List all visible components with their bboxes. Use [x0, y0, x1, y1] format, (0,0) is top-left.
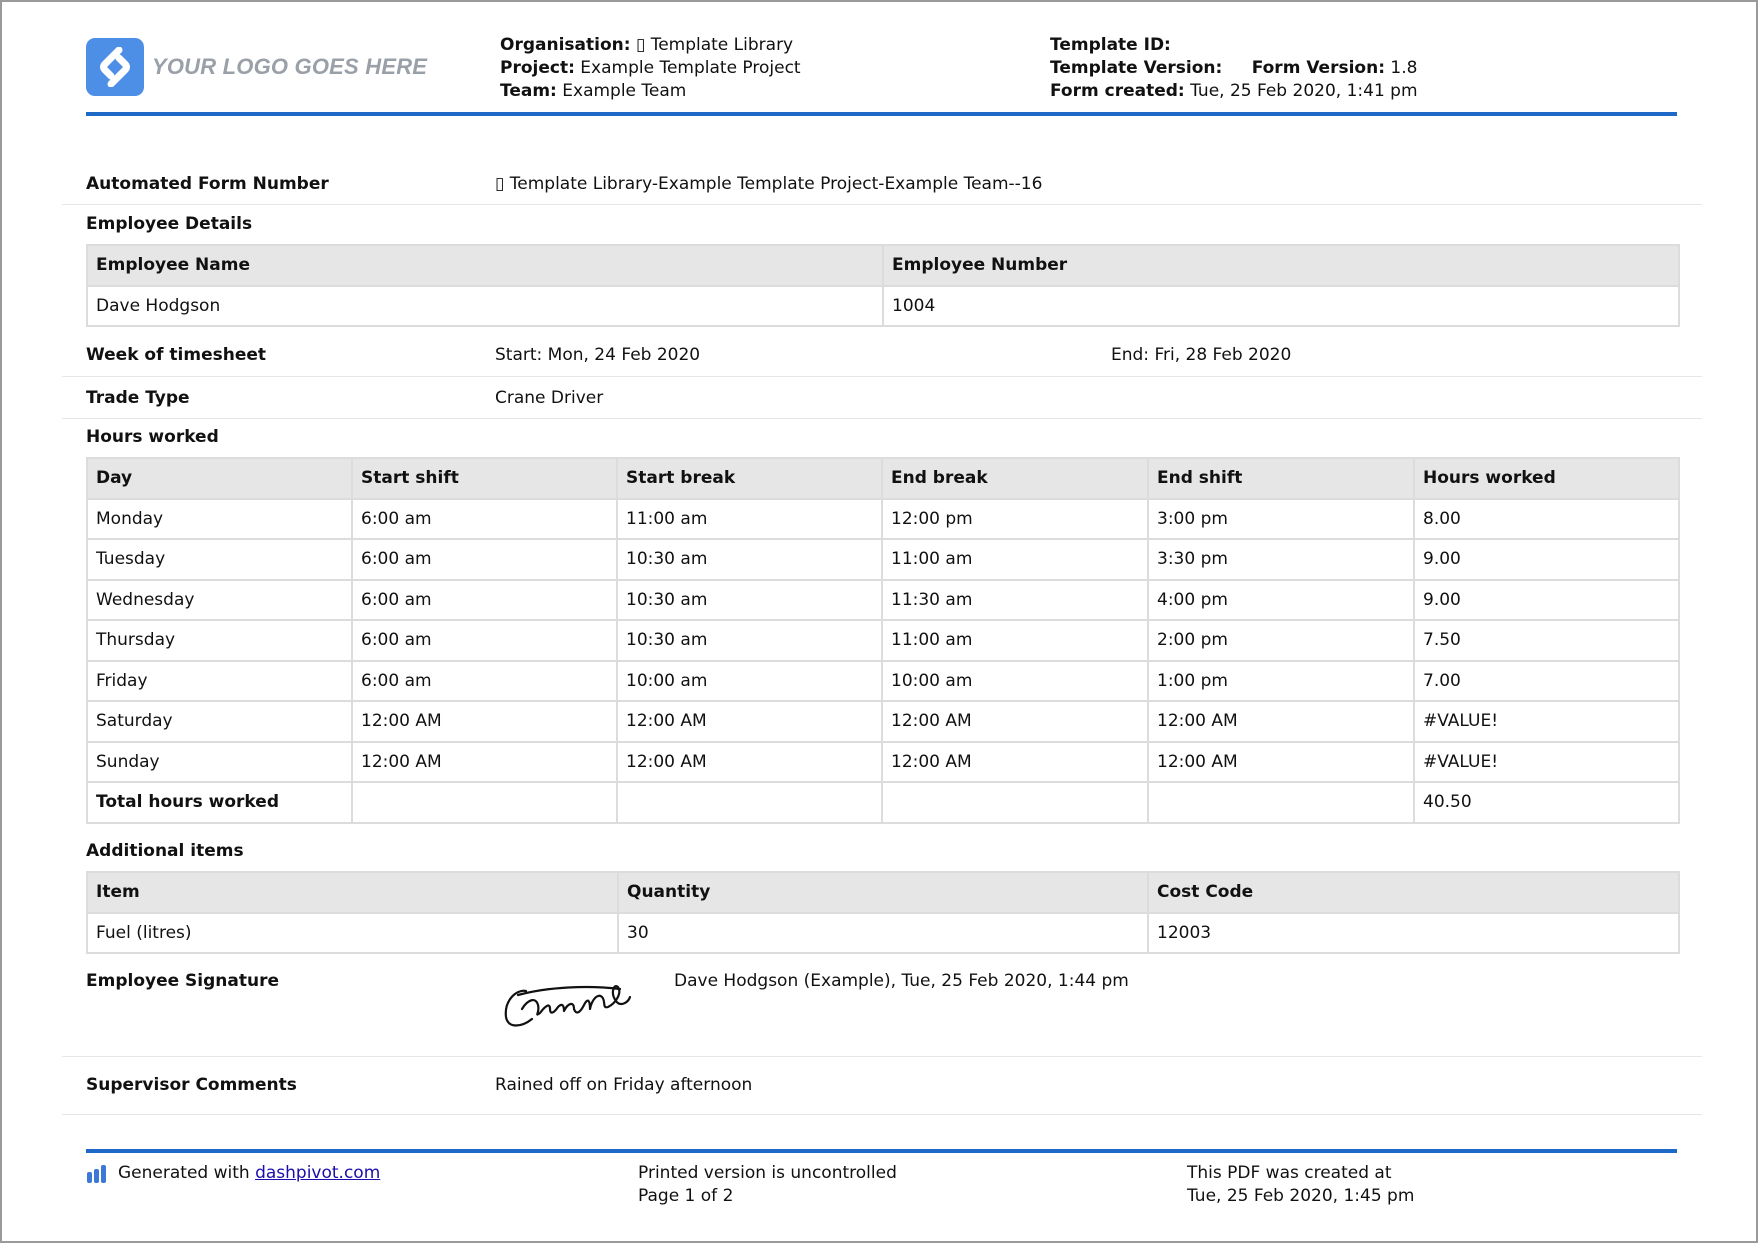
- column-header: Employee Name: [87, 245, 883, 286]
- table-cell: 10:00 am: [882, 661, 1148, 702]
- form-number-value: ▯ Template Library-Example Template Project-Example Team--16: [495, 174, 1043, 194]
- project-label: Project:: [500, 58, 575, 78]
- table-row: [87, 580, 1679, 621]
- table-cell: 12:00 AM: [617, 742, 882, 783]
- table-cell: 9.00: [1414, 580, 1679, 621]
- form-created-label: Form created:: [1050, 81, 1185, 101]
- column-header-start-shift: Start shift: [352, 458, 617, 499]
- table-cell: 6:00 am: [352, 620, 617, 661]
- table-cell: 10:30 am: [617, 580, 882, 621]
- signature-label: Employee Signature: [86, 971, 280, 991]
- table-cell: #VALUE!: [1414, 701, 1679, 742]
- employee-details-table: [86, 244, 1680, 327]
- dashpivot-bars-icon: [86, 1164, 110, 1184]
- week-end: End: Fri, 28 Feb 2020: [1111, 345, 1292, 365]
- column-header-hours-worked: Hours worked: [1414, 458, 1679, 499]
- table-cell: 4:00 pm: [1148, 580, 1414, 621]
- table-cell: 8.00: [1414, 499, 1679, 540]
- table-cell: 12:00 AM: [352, 701, 617, 742]
- table-cell: 12:00 AM: [882, 742, 1148, 783]
- document-header: [86, 32, 1677, 114]
- form-created-value: Tue, 25 Feb 2020, 1:41 pm: [1190, 81, 1418, 101]
- trade-row: [62, 377, 1702, 419]
- table-cell: 11:00 am: [617, 499, 882, 540]
- week-row: [62, 332, 1702, 377]
- table-cell: 3:30 pm: [1148, 539, 1414, 580]
- signed-by: Dave Hodgson (Example), Tue, 25 Feb 2020, 1:44 pm: [674, 971, 1129, 991]
- hours-table-body: [87, 499, 1679, 783]
- column-header-end-break: End break: [882, 458, 1148, 499]
- printed-note: Printed version is uncontrolled: [638, 1163, 897, 1183]
- table-header-row: [87, 458, 1679, 499]
- table-cell: 12:00 AM: [617, 701, 882, 742]
- table-row: [87, 499, 1679, 540]
- table-cell: Sunday: [87, 742, 352, 783]
- table-cell: 1:00 pm: [1148, 661, 1414, 702]
- page-number: Page 1 of 2: [638, 1186, 734, 1206]
- employee-name-cell: Dave Hodgson: [87, 286, 883, 327]
- project-value: Example Template Project: [580, 58, 801, 78]
- total-label: Total hours worked: [87, 782, 352, 823]
- table-cell: Monday: [87, 499, 352, 540]
- table-cell: 6:00 am: [352, 580, 617, 621]
- form-number-label: Automated Form Number: [86, 174, 329, 194]
- table-cell: Wednesday: [87, 580, 352, 621]
- table-row: [87, 913, 1679, 954]
- table-cell: 7.50: [1414, 620, 1679, 661]
- table-cell: 9.00: [1414, 539, 1679, 580]
- table-cell: 11:00 am: [882, 620, 1148, 661]
- table-cell: Tuesday: [87, 539, 352, 580]
- empty-cell: [1148, 782, 1414, 823]
- hours-worked-table: [86, 457, 1680, 824]
- organisation-label: Organisation:: [500, 35, 631, 55]
- table-cell: 6:00 am: [352, 539, 617, 580]
- table-cell: 12:00 AM: [1148, 701, 1414, 742]
- table-cell: Friday: [87, 661, 352, 702]
- table-header-row: [87, 245, 1679, 286]
- pdf-created-value: Tue, 25 Feb 2020, 1:45 pm: [1187, 1186, 1415, 1206]
- table-cell: 12:00 AM: [352, 742, 617, 783]
- comments-row: [62, 1057, 1702, 1115]
- column-header-item: Item: [87, 872, 618, 913]
- trade-value: Crane Driver: [495, 388, 604, 408]
- employee-details-title: Employee Details: [86, 214, 253, 234]
- table-cell: 11:30 am: [882, 580, 1148, 621]
- team-value: Example Team: [562, 81, 687, 101]
- column-header-start-break: Start break: [617, 458, 882, 499]
- header-divider: [86, 112, 1677, 116]
- table-row: [87, 286, 1679, 327]
- additional-items-title: Additional items: [86, 841, 244, 861]
- header-template-info: [1050, 34, 1418, 103]
- cost-code-cell: 12003: [1148, 913, 1679, 954]
- total-value: 40.50: [1414, 782, 1679, 823]
- table-cell: 6:00 am: [352, 499, 617, 540]
- table-row: [87, 620, 1679, 661]
- table-cell: Saturday: [87, 701, 352, 742]
- logo-mark-icon: [86, 38, 144, 96]
- comments-label: Supervisor Comments: [86, 1075, 297, 1095]
- item-cell: Fuel (litres): [87, 913, 618, 954]
- logo-text: YOUR LOGO GOES HERE: [152, 54, 428, 79]
- team-label: Team:: [500, 81, 557, 101]
- comments-value: Rained off on Friday afternoon: [495, 1075, 753, 1095]
- print-note: [638, 1162, 897, 1208]
- table-cell: #VALUE!: [1414, 742, 1679, 783]
- table-header-row: [87, 872, 1679, 913]
- additional-items-table: [86, 871, 1680, 954]
- dashpivot-link[interactable]: dashpivot.com: [255, 1163, 381, 1183]
- table-cell: 2:00 pm: [1148, 620, 1414, 661]
- column-header-quantity: Quantity: [618, 872, 1148, 913]
- trade-label: Trade Type: [86, 388, 190, 408]
- signature-image: [498, 979, 638, 1039]
- column-header: Employee Number: [883, 245, 1679, 286]
- company-logo: [86, 38, 427, 96]
- generated-prefix: Generated with: [118, 1163, 250, 1183]
- empty-cell: [617, 782, 882, 823]
- week-start: Start: Mon, 24 Feb 2020: [495, 345, 701, 365]
- table-cell: 10:30 am: [617, 620, 882, 661]
- table-cell: 10:30 am: [617, 539, 882, 580]
- table-cell: 7.00: [1414, 661, 1679, 702]
- generated-with: [86, 1162, 380, 1185]
- empty-cell: [352, 782, 617, 823]
- table-row: [87, 701, 1679, 742]
- pdf-created-label: This PDF was created at: [1187, 1163, 1392, 1183]
- empty-cell: [882, 782, 1148, 823]
- table-cell: Thursday: [87, 620, 352, 661]
- column-header-cost-code: Cost Code: [1148, 872, 1679, 913]
- table-cell: 6:00 am: [352, 661, 617, 702]
- footer-divider: [86, 1149, 1677, 1153]
- header-project-info: [500, 34, 801, 103]
- form-version-label: Form Version:: [1251, 58, 1385, 78]
- table-row: [87, 661, 1679, 702]
- table-cell: 11:00 am: [882, 539, 1148, 580]
- employee-number-cell: 1004: [883, 286, 1679, 327]
- signature-row: [62, 957, 1702, 1057]
- quantity-cell: 30: [618, 913, 1148, 954]
- template-id-label: Template ID:: [1050, 35, 1171, 55]
- column-header-day: Day: [87, 458, 352, 499]
- hours-worked-title: Hours worked: [86, 427, 219, 447]
- template-version-label: Template Version:: [1050, 58, 1223, 78]
- table-cell: 12:00 AM: [882, 701, 1148, 742]
- organisation-value: ▯ Template Library: [635, 35, 794, 55]
- table-cell: 12:00 pm: [882, 499, 1148, 540]
- total-row: [87, 782, 1679, 823]
- pdf-created: [1187, 1162, 1414, 1208]
- table-cell: 3:00 pm: [1148, 499, 1414, 540]
- table-row: [87, 539, 1679, 580]
- table-cell: 12:00 AM: [1148, 742, 1414, 783]
- form-version-value: 1.8: [1390, 58, 1418, 78]
- table-cell: 10:00 am: [617, 661, 882, 702]
- form-number-row: [62, 162, 1702, 205]
- column-header-end-shift: End shift: [1148, 458, 1414, 499]
- table-row: [87, 742, 1679, 783]
- week-label: Week of timesheet: [86, 345, 267, 365]
